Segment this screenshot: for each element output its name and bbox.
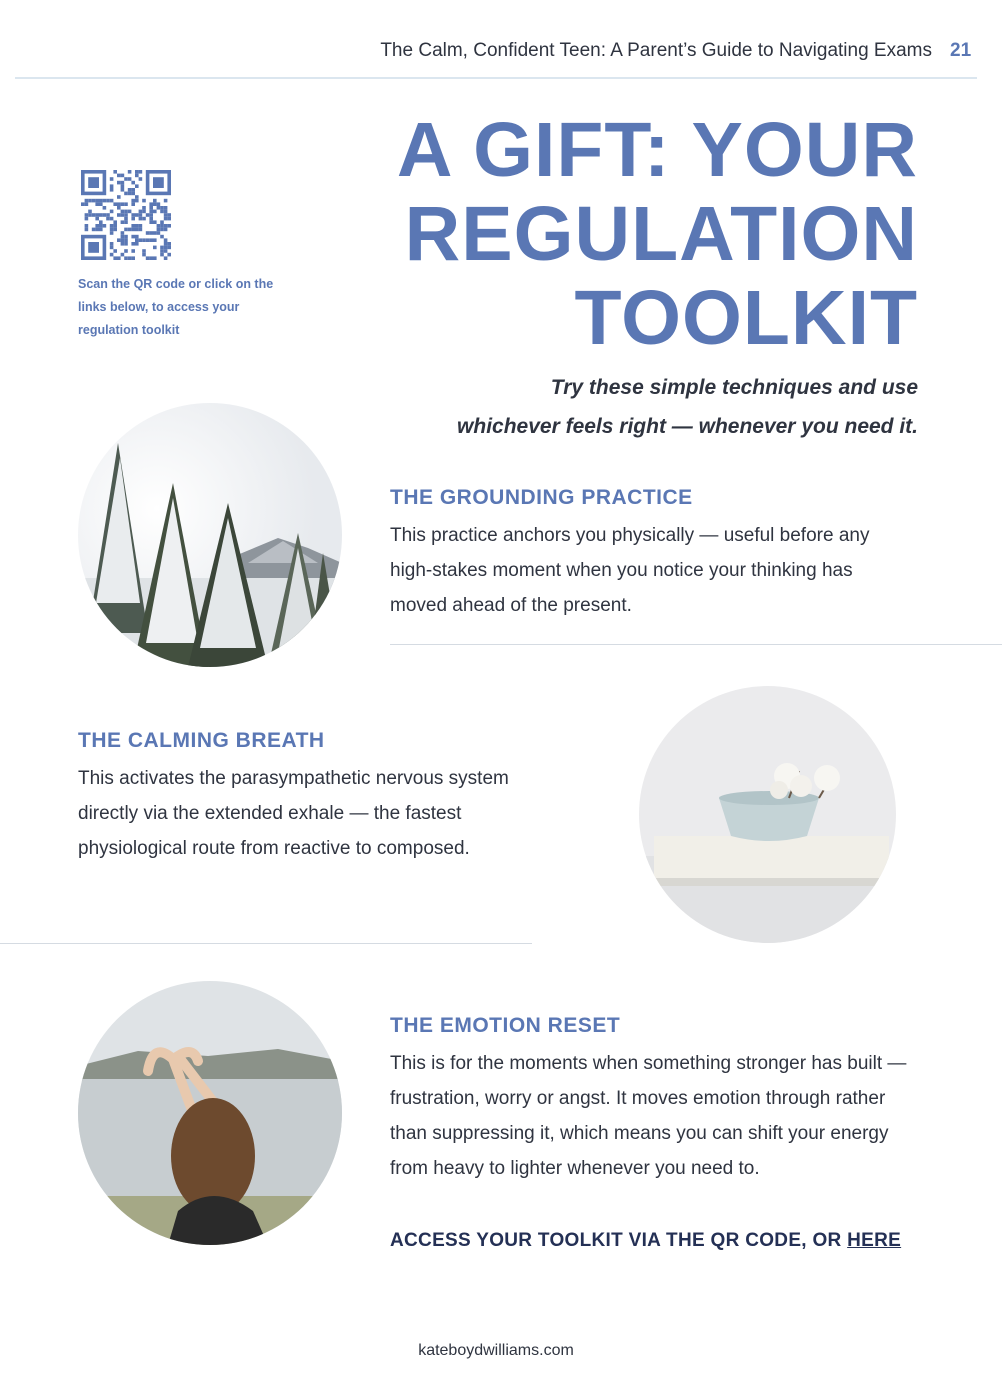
- toolkit-link[interactable]: HERE: [847, 1230, 902, 1251]
- qr-caption: Scan the QR code or click on the links below, to access your regulation toolkit: [78, 277, 274, 337]
- subtitle-line-2: whichever feels right — whenever you need it.: [457, 415, 918, 438]
- page-number: 21: [950, 40, 972, 61]
- section-divider: [390, 644, 1002, 645]
- subtitle-line-1: Try these simple techniques and use: [550, 376, 918, 399]
- cotton-bowl-photo: [639, 686, 896, 943]
- page-title: [380, 108, 918, 360]
- header-divider: [15, 77, 977, 79]
- running-title: The Calm, Confident Teen: A Parent’s Guide to Navigating Exams: [380, 40, 932, 61]
- lake-stretch-photo: [78, 981, 342, 1245]
- section-body-grounding: This practice anchors you physically — useful before any high-stakes moment when you notice your thinking has moved ahead of the present.: [390, 525, 870, 616]
- section-body-emotion-reset: This is for the moments when something stronger has built — frustration, worry or angst. It moves emotion through rather than suppressing it, which means you can shift your energy from heavy to lighter whenever you need to.: [390, 1053, 907, 1179]
- section-body-calming-breath: This activates the parasympathetic nervous system directly via the extended exhale — the fastest physiological route from reactive to composed.: [78, 768, 509, 859]
- section-divider: [0, 943, 532, 944]
- snowy-forest-photo: [78, 403, 342, 667]
- section-heading-emotion-reset: THE EMOTION RESET: [390, 1014, 621, 1037]
- title-line-3: TOOLKIT: [574, 275, 918, 361]
- title-line-1: A GIFT: YOUR: [396, 107, 918, 193]
- section-heading-grounding: THE GROUNDING PRACTICE: [390, 486, 693, 509]
- section-heading-calming-breath: THE CALMING BREATH: [78, 729, 325, 752]
- footer-site: kateboydwilliams.com: [418, 1342, 574, 1359]
- qr-code-icon[interactable]: [81, 170, 171, 260]
- title-line-2: REGULATION: [404, 191, 918, 277]
- subtitle: [420, 368, 918, 446]
- cta-text: ACCESS YOUR TOOLKIT VIA THE QR CODE, OR: [390, 1230, 848, 1251]
- toolkit-cta: [390, 1230, 901, 1252]
